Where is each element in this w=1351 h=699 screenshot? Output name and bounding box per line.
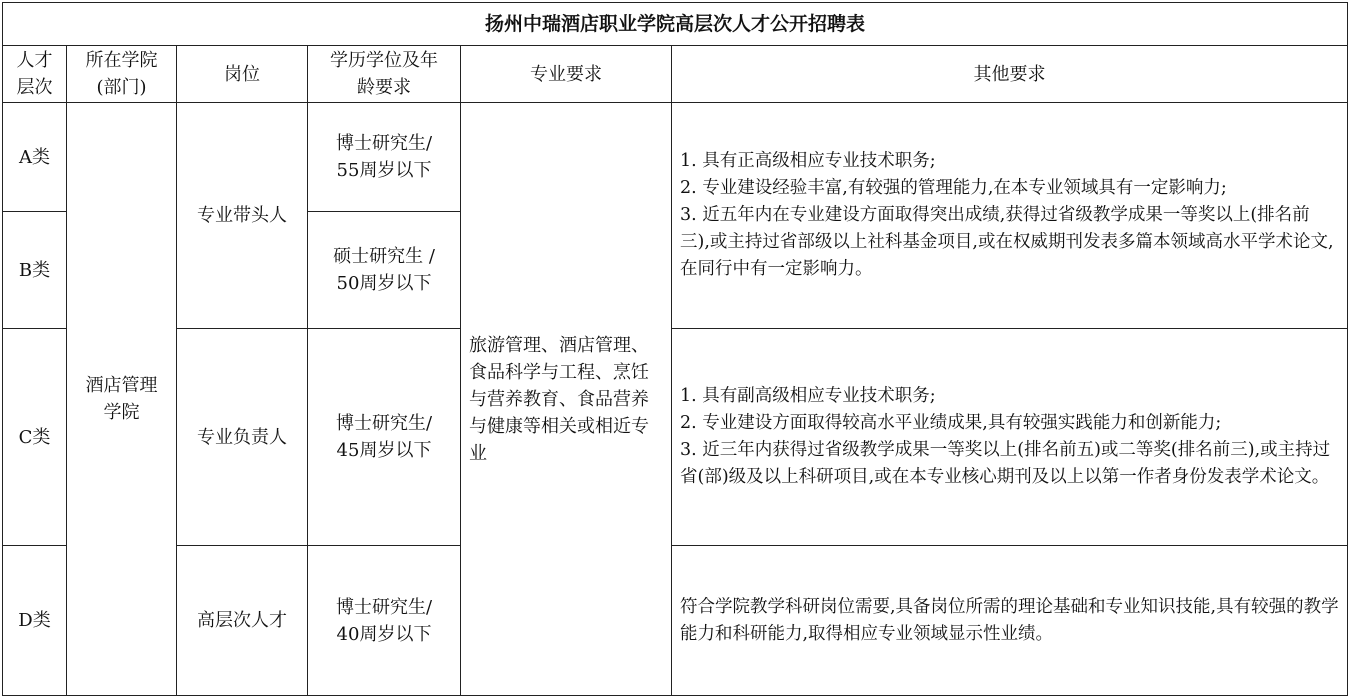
other-requirements-c: 1. 具有副高级相应专业技术职务; 2. 专业建设方面取得较高水平业绩成果,具有较强实践能力和创新能力; 3. 近三年内获得过省级教学成果一等奖以上(排名前五)或二等奖(排名前三),或主持过省(部)级及以上科研项目,或在本专业核心期刊及以上以第一作者身份发表学术论文。 <box>672 329 1348 546</box>
table-row <box>3 329 1348 546</box>
header-college: 所在学院 (部门) <box>67 46 177 103</box>
education-cell: 博士研究生/ 55周岁以下 <box>308 103 461 212</box>
education-cell: 硕士研究生 / 50周岁以下 <box>308 212 461 329</box>
education-cell: 博士研究生/ 40周岁以下 <box>308 546 461 696</box>
header-major: 专业要求 <box>461 46 672 103</box>
level-cell: D类 <box>3 546 67 696</box>
position-cell: 专业带头人 <box>177 103 308 329</box>
recruitment-table <box>2 2 1348 696</box>
header-other: 其他要求 <box>672 46 1348 103</box>
position-cell: 高层次人才 <box>177 546 308 696</box>
other-requirements-ab: 1. 具有正高级相应专业技术职务; 2. 专业建设经验丰富,有较强的管理能力,在本专业领域具有一定影响力; 3. 近五年内在专业建设方面取得突出成绩,获得过省级教学成果一等奖以上(排名前三),或主持过省部级以上社科基金项目,或在权威期刊发表多篇本领域高水平学术论文,在同行中有一定影响力。 <box>672 103 1348 329</box>
position-cell: 专业负责人 <box>177 329 308 546</box>
other-requirements-d: 符合学院教学科研岗位需要,具备岗位所需的理论基础和专业知识技能,具有较强的教学能力和科研能力,取得相应专业领域显示性业绩。 <box>672 546 1348 696</box>
header-position: 岗位 <box>177 46 308 103</box>
table-row <box>3 546 1348 696</box>
header-level: 人才 层次 <box>3 46 67 103</box>
level-cell: C类 <box>3 329 67 546</box>
table-row <box>3 103 1348 212</box>
college-cell: 酒店管理 学院 <box>67 103 177 696</box>
major-cell: 旅游管理、酒店管理、食品科学与工程、烹饪与营养教育、食品营养与健康等相关或相近专业 <box>461 103 672 696</box>
education-cell: 博士研究生/ 45周岁以下 <box>308 329 461 546</box>
level-cell: A类 <box>3 103 67 212</box>
header-education: 学历学位及年 龄要求 <box>308 46 461 103</box>
table-title: 扬州中瑞酒店职业学院高层次人才公开招聘表 <box>3 3 1348 46</box>
level-cell: B类 <box>3 212 67 329</box>
